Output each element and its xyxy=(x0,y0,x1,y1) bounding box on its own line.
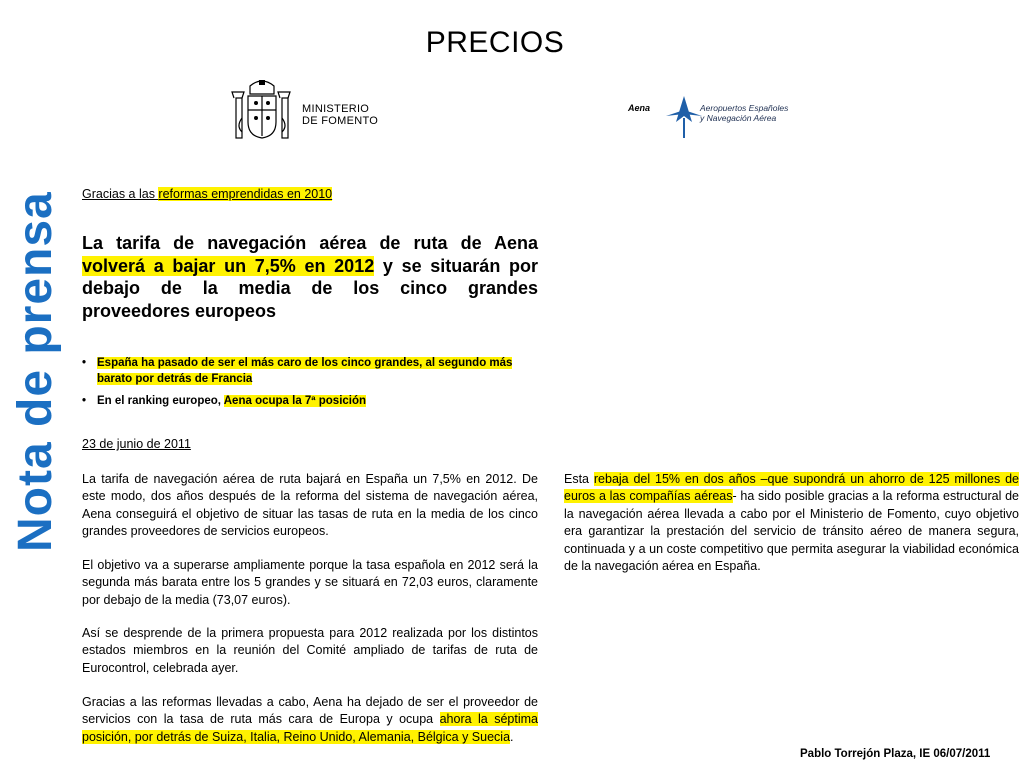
paragraph-3: Así se desprende de la primera propuesta para 2012 realizada por los distintos estados miembros en la reunión del Comité ampliado de tarifas de ruta de Eurocontrol, celebrada ayer. xyxy=(82,626,538,675)
headline xyxy=(82,232,538,322)
aena-line1: Aeropuertos Españoles xyxy=(700,103,789,113)
release-date: 23 de junio de 2011 xyxy=(82,437,191,451)
right-paragraph-prefix: Esta xyxy=(564,472,594,486)
bullet-list xyxy=(82,356,540,417)
bullet-2-highlight: Aena ocupa la 7ª posición xyxy=(223,395,367,407)
paragraph-4-end: . xyxy=(510,729,514,744)
bullet-dot-icon: • xyxy=(82,357,87,369)
right-paragraph xyxy=(564,471,1019,575)
slide-title: PRECIOS xyxy=(425,26,565,59)
bullet-item xyxy=(82,356,540,387)
nota-de-prensa-label: Nota de prensa xyxy=(9,191,62,552)
bullet-dot-icon: • xyxy=(82,395,87,407)
paragraph-2: El objetivo va a superarse ampliamente porque la tasa española en 2012 será la segunda más barata entre los 5 grandes y se situará en 72,03 euros, claramente por debajo de la media (73,07 euros). xyxy=(82,558,538,607)
ministerio-line2: DE FOMENTO xyxy=(302,115,379,127)
kicker-prefix: Gracias a las xyxy=(82,187,159,201)
right-paragraph-text: - ha sido posible gracias a la reforma estructural de la navegación aérea llevada a cabo por el Ministerio de Fomento, cuyo objetivo era garantizar la prestación del servicio de tránsito aéreo de manera segura, continuada y a un coste competitivo que permita asegurar la viabilidad económica de la navegación aérea en España. xyxy=(564,489,1019,574)
ministerio-name xyxy=(302,103,378,127)
headline-highlight: volverá a bajar un 7,5% en 2012 xyxy=(82,255,375,276)
paragraph-4-highlight: ahora la séptima posición, por detrás de Suiza, Italia, Reino Unido, Alemania, Bélgica y Suecia xyxy=(82,712,538,744)
paragraph-4 xyxy=(82,694,538,746)
aena-name: Aena xyxy=(628,103,651,113)
footer-credit: Pablo Torrejón Plaza, IE 06/07/2011 xyxy=(800,748,991,760)
kicker-highlight: reformas emprendidas en 2010 xyxy=(158,187,333,201)
right-paragraph-highlight: rebaja del 15% en dos años –que supondrá un ahorro de 125 millones de euros a las compañías aéreas xyxy=(564,472,1019,504)
aena-subtitle xyxy=(700,103,788,123)
headline-part1: La tarifa de navegación aérea de ruta de Aena xyxy=(82,233,538,253)
kicker xyxy=(82,187,332,201)
paragraph-1: La tarifa de navegación aérea de ruta bajará en España un 7,5% en 2012. De este modo, dos años después de la reforma del sistema de navegación aérea, Aena conseguirá el objetivo de situar las tasas de ruta en la media de los cinco grandes proveedores de servicios europeos. xyxy=(82,472,538,539)
bullet-2-prefix: En el ranking europeo, xyxy=(97,395,224,407)
bullet-item xyxy=(82,394,540,410)
ministerio-line1: MINISTERIO xyxy=(302,103,370,115)
headline-part2: y se situarán por debajo de la media de los cinco grandes proveedores europeos xyxy=(82,255,538,321)
bullet-1-highlight: España ha pasado de ser el más caro de los cinco grandes, al segundo más barato por detrás de Francia xyxy=(97,357,513,385)
aena-line2: y Navegación Aérea xyxy=(700,113,777,123)
paragraph-4-text: Gracias a las reformas llevadas a cabo, Aena ha dejado de ser el proveedor de servicios con la tasa de ruta más cara de Europa y ocupa xyxy=(82,695,538,727)
